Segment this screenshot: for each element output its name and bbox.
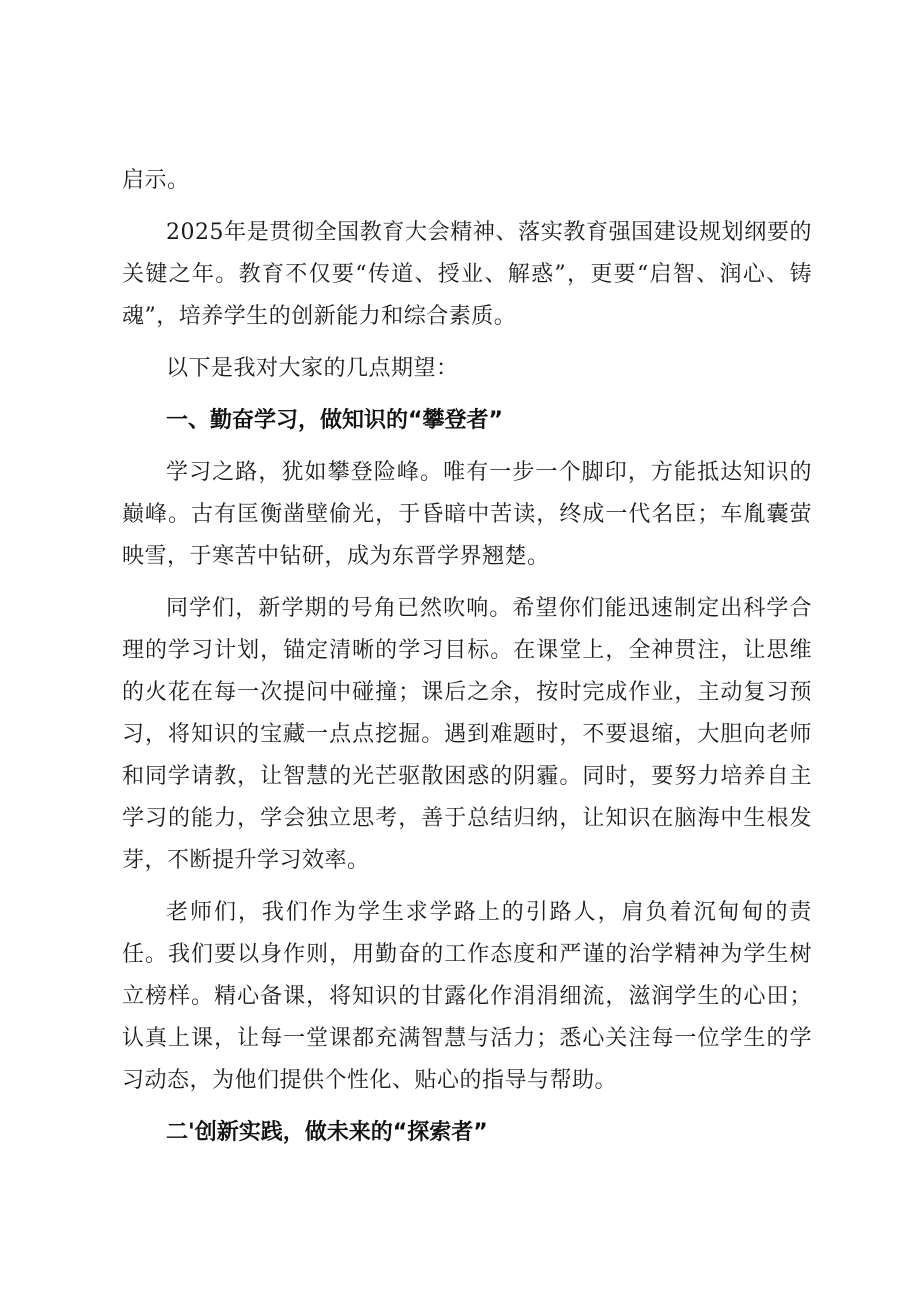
section-heading-1: 一、勤奋学习，做知识的“攀登者” — [166, 408, 503, 433]
paragraph-students: 同学们，新学期的号角已然吹响。希望你们能迅速制定出科学合理的学习计划，锚定清晰的学习目标。在课堂上，全神贯注，让思维的火花在每一次提问中碰撞；课后之余，按时完成作业，主动复习预习，将知识的宝藏一点点挖掘。遇到难题时，不要退缩，大胆向老师和同学请教，让智慧的光芒驱散困惑的阴霾。同时，要努力培养自主学习的能力，学会独立思考，善于总结归纳，让知识在脑海中生根发芽，不断提升学习效率。 — [122, 596, 812, 873]
section-heading-2: 二'创新实践，做未来的“探索者” — [166, 1120, 488, 1145]
paragraph-study-path: 学习之路，犹如攀登险峰。唯有一步一个脚印，方能抵达知识的巅峰。古有匡衡凿壁偷光，于昏暗中苦读，终成一代名臣；车胤囊萤映雪，于寒苦中钻研，成为东晋学界翘楚。 — [122, 460, 812, 569]
paragraph-continuation: 启示。 — [122, 168, 190, 193]
paragraph-teachers: 老师们，我们作为学生求学路上的引路人，肩负着沉甸甸的责任。我们要以身作则，用勤奋的工作态度和严谨的治学精神为学生树立榜样。精心备课，将知识的甘露化作涓涓细流，滋润学生的心田；认真上课，让每一堂课都充满智慧与活力；悉心关注每一位学生的学习动态，为他们提供个性化、贴心的指导与帮助。 — [122, 900, 812, 1093]
paragraph-expectations-lead: 以下是我对大家的几点期望： — [166, 356, 459, 381]
paragraph-intro: 2025年是贯彻全国教育大会精神、落实教育强国建设规划纲要的关键之年。教育不仅要“传道、授业、解惑”，更要“启智、润心、铸魂”，培养学生的创新能力和综合素质。 — [122, 220, 812, 329]
document-body — [122, 160, 812, 1154]
